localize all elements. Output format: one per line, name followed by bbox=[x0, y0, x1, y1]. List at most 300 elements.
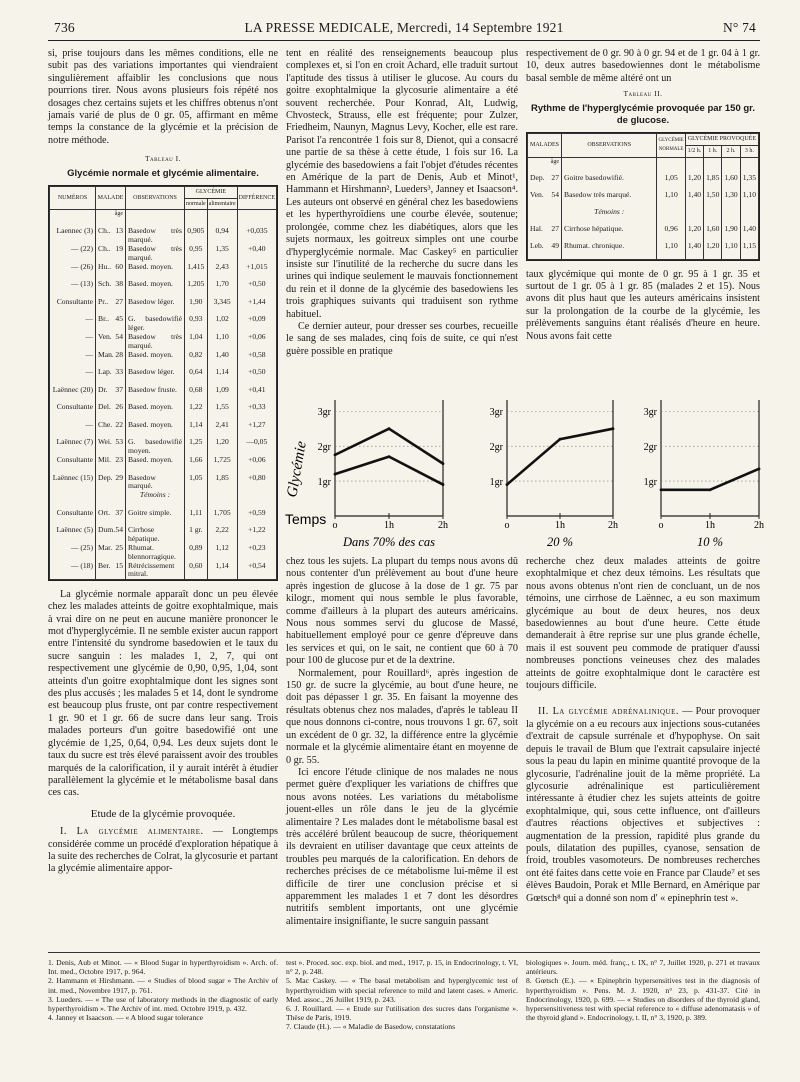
t1-malade-age: 23 bbox=[115, 455, 123, 465]
t2-malade-name: Ven. bbox=[530, 190, 544, 200]
t1-malade-age: 22 bbox=[115, 419, 123, 429]
t1-observation: Basedow fruste. bbox=[126, 386, 185, 404]
t1-alimentaire: 1,725 bbox=[207, 456, 237, 474]
t1-malade-age: 27 bbox=[115, 296, 123, 306]
t2-value: 1,20 bbox=[685, 225, 703, 242]
t1-malade-name: Ort. bbox=[98, 507, 111, 517]
t2-col-3h: 3 h. bbox=[740, 146, 758, 158]
y-tick-label: 1gr bbox=[317, 477, 331, 489]
t2-observation: Goitre basedowifié. bbox=[562, 174, 657, 191]
t1-numero: — (18) bbox=[50, 562, 96, 580]
t1-normale: 1,11 bbox=[184, 509, 207, 527]
t1-alimentaire: 1,14 bbox=[207, 562, 237, 580]
table-row bbox=[50, 315, 277, 333]
table-row bbox=[50, 474, 277, 492]
t1-malade bbox=[96, 368, 126, 386]
t1-col-difference: DIFFÉRENCE bbox=[237, 187, 276, 210]
t1-malade-age: 29 bbox=[115, 472, 123, 482]
t1-malade-age: 53 bbox=[115, 437, 123, 447]
t1-cell bbox=[50, 210, 96, 228]
t1-observation: Based. moyen. bbox=[126, 456, 185, 474]
t1-normale: 1,205 bbox=[184, 280, 207, 298]
section-label-alimentaire: I. La glycémie alimentaire. bbox=[60, 826, 204, 838]
t1-malade bbox=[96, 403, 126, 421]
t1-observation: Basedow marqué. bbox=[126, 474, 185, 492]
lower-col3-section bbox=[526, 706, 760, 905]
t1-numero: — bbox=[50, 333, 96, 351]
data-point bbox=[442, 462, 445, 465]
t2-col-1h: 1 h. bbox=[704, 146, 722, 158]
data-point bbox=[388, 455, 391, 458]
t1-difference: +0,80 bbox=[237, 474, 276, 492]
t1-numero: Laënnec (15) bbox=[50, 474, 96, 492]
y-tick-label: 3gr bbox=[317, 407, 331, 419]
t1-cell bbox=[237, 210, 276, 228]
t1-malade bbox=[96, 386, 126, 404]
newspaper-title: LA PRESSE MEDICALE, Mercredi, 14 Septembre 1921 bbox=[244, 20, 564, 35]
t1-observation: Based. moyen. bbox=[126, 351, 185, 369]
t1-numero: Laënnec (5) bbox=[50, 526, 96, 544]
col1-intro: si, prise toujours dans les mêmes conditions, elle ne subit pas des variations importantes qui viendraient singulièrement affaiblir les conclusions que nous pourrions tirer. Nous avons plusieurs fois répété nos dosages chez certains sujets et les chiffres obtenus n'ont jamais varié de plus de 0 gr. 05, affirmant en même temps la constance de la glycémie et la précision de notre méthode. bbox=[48, 48, 278, 146]
t1-difference: +0,06 bbox=[237, 333, 276, 351]
t1-malade bbox=[96, 421, 126, 439]
t1-malade bbox=[96, 227, 126, 245]
table-row bbox=[50, 298, 277, 316]
table-row bbox=[50, 421, 277, 439]
table-row bbox=[50, 333, 277, 351]
page-number: 736 bbox=[54, 20, 75, 35]
lower-col3b: — Pour provoquer la glycémie on a eu recours aux injections sous-cutanées d'extrait de capsule surrénale et d'hypophyse. On sait depuis le travail de Blum que l'extrait capsulaire injecté sous la peau du lapin en minime quantité provoque de la glycosurie, l'adrénaline jouit de la même propriété. La glycosurie adrénalinique est particulièrement intéressante à étudier chez les sujets atteints de goitre exophtalmique, qui, sous cette influence, ont d'ailleurs d'autres réactions objectives et subjectives : augmentation de la pression, rapidité plus grande du pouls, dilatation des pupilles, cyanose, sensation de froid, troubles vasomoteurs. De nombreuses recherches ont été faites dans cette voie en France par Claude⁷ et ses élèves Baudoin, Porak et Mlle Bernard, en Amérique par Gœtsch⁸ qui a donné son nom d' « epinephrin test ». bbox=[526, 706, 760, 904]
t2-cell bbox=[657, 208, 685, 225]
footnote: 5. Mac Caskey. — « The basal metabolism and hyperglycemic test of hyperthyroidism with special reference to mild and latent cases. » Americ. Med. assoc., 26 Juillet 1919, p. 243. bbox=[286, 976, 518, 1004]
t1-numero: — bbox=[50, 368, 96, 386]
t1-difference: —0,05 bbox=[237, 438, 276, 456]
t2-observation: Basedow très marqué. bbox=[562, 191, 657, 208]
t1-observation: Based. moyen. bbox=[126, 263, 185, 281]
graph-caption: Dans 70% des cas bbox=[342, 535, 436, 549]
t1-difference: +0,23 bbox=[237, 544, 276, 562]
table-row bbox=[50, 263, 277, 281]
x-tick-label: 1h bbox=[555, 520, 565, 531]
t1-numero: Laennec (3) bbox=[50, 227, 96, 245]
t1-alimentaire: 2,22 bbox=[207, 526, 237, 544]
t1-numero: — bbox=[50, 315, 96, 333]
footnote: 4. Janney et Isaacson. — « A blood sugar tolerance bbox=[48, 1013, 203, 1023]
data-point bbox=[506, 483, 509, 486]
t1-malade-name: Mar. bbox=[98, 543, 113, 553]
series-line bbox=[661, 469, 759, 490]
table-row bbox=[50, 544, 277, 562]
t1-malade-age: 38 bbox=[115, 279, 123, 289]
t1-observation: Basedow très marqué. bbox=[126, 245, 185, 263]
footnote: 6. J. Rouillard. — « Etude sur l'utilisation des sucres dans l'organisme ». Thèse de Paris, 1919. bbox=[286, 1004, 518, 1023]
t2-value: 1,90 bbox=[722, 225, 740, 242]
t1-observation: Based. moyen. bbox=[126, 280, 185, 298]
y-axis-label: Glycémie bbox=[284, 440, 310, 499]
t1-normale: 1,415 bbox=[184, 263, 207, 281]
x-tick-label: 1h bbox=[705, 520, 715, 531]
t1-normale: 0,60 bbox=[184, 562, 207, 580]
t1-observation: G. basedowifié léger. bbox=[126, 315, 185, 333]
y-tick-label: 1gr bbox=[643, 477, 657, 489]
t1-malade-name: Hu.. bbox=[98, 261, 112, 271]
col3-text: respectivement de 0 gr. 90 à 0 gr. 94 et de 1 gr. 04 à 1 gr. 10, deux autres basedowiennes dont le métabolisme basal semble de même altéré ont un bbox=[526, 48, 760, 84]
t2-cell bbox=[740, 157, 758, 174]
t2-value: 1,10 bbox=[740, 191, 758, 208]
t1-alimentaire: 1,85 bbox=[207, 474, 237, 492]
t1-cell bbox=[184, 491, 207, 509]
t1-malade bbox=[96, 298, 126, 316]
x-tick-label: o bbox=[332, 520, 338, 531]
t2-value: 1,15 bbox=[740, 242, 758, 259]
t1-normale: 1,04 bbox=[184, 333, 207, 351]
column-3-upper bbox=[526, 48, 760, 343]
table-row bbox=[50, 526, 277, 544]
t2-malade-age: 27 bbox=[551, 173, 559, 183]
t2-malade-age: 27 bbox=[551, 224, 559, 234]
t1-normale: 0,64 bbox=[184, 368, 207, 386]
t1-numero: Consultante bbox=[50, 403, 96, 421]
x-axis-label: Temps bbox=[285, 511, 327, 527]
t2-col-half-hour: 1/2 h. bbox=[685, 146, 703, 158]
t1-observation: Basedow très marqué. bbox=[126, 333, 185, 351]
section-start-text: — Longtemps considérée comme un procédé d'exploration hépatique à la suite des recherches de Colrat, la glycosurie et partant la glycémie alimentaire appor- bbox=[48, 826, 279, 875]
t2-value: 1,50 bbox=[704, 191, 722, 208]
data-point bbox=[559, 438, 562, 441]
table-row bbox=[528, 225, 759, 242]
y-tick-label: 1gr bbox=[489, 477, 503, 489]
t2-malade-name: Leb. bbox=[530, 241, 544, 251]
header-rule bbox=[48, 40, 760, 41]
t2-value: 1,30 bbox=[722, 191, 740, 208]
x-tick-label: 2h bbox=[608, 520, 618, 531]
t1-difference: +0,06 bbox=[237, 456, 276, 474]
x-tick-label: 2h bbox=[438, 520, 448, 531]
t1-alimentaire: 1,12 bbox=[207, 544, 237, 562]
t1-malade-name: Mil. bbox=[98, 455, 111, 465]
t2-malade bbox=[528, 174, 562, 191]
series-line bbox=[335, 429, 443, 464]
t1-difference: +1,44 bbox=[237, 298, 276, 316]
t2-value: 0,96 bbox=[657, 225, 685, 242]
table1-title: Glycémie normale et glycémie alimentaire. bbox=[67, 167, 259, 179]
t1-malade bbox=[96, 509, 126, 527]
t1-malade-name: Pr.. bbox=[98, 296, 109, 306]
t1-malade-name: Dep. bbox=[98, 472, 113, 482]
t1-numero: — (25) bbox=[50, 544, 96, 562]
column-1 bbox=[48, 48, 278, 876]
t1-alimentaire: 0,94 bbox=[207, 227, 237, 245]
t1-col-numeros: NUMÉROS bbox=[50, 187, 96, 210]
t1-malade-name: Ch.. bbox=[98, 243, 111, 253]
t1-col-alimentaire: alimentaire bbox=[207, 198, 237, 210]
t1-numero: Laënnec (20) bbox=[50, 386, 96, 404]
data-point bbox=[758, 467, 761, 470]
footnote: 8. Gœtsch (E.). — « Epinephrin hypersensitives test in the diagnosis of hyperthyroidism ». Pens. M. J. 1920, n° 23, p. 431-37. Cité in Endocrinology, 1920, p. 699. — « Studies on disorders of the thyroid gland, hypersensitiveness test with special reference to « diffuse adenomatasis » of the thyroid gland ». Endocrinology, t. II, n° 3, 1920, p. 389. bbox=[526, 976, 760, 1023]
t1-numero: Consultante bbox=[50, 298, 96, 316]
t1-difference: +0,54 bbox=[237, 562, 276, 580]
t1-observation: Rhumat. blennorragique. bbox=[126, 544, 185, 562]
t1-alimentaire: 1,09 bbox=[207, 386, 237, 404]
t1-malade-age: 60 bbox=[115, 261, 123, 271]
t2-cell bbox=[740, 208, 758, 225]
t1-malade-age: 26 bbox=[115, 402, 123, 412]
t1-alimentaire: 1,02 bbox=[207, 315, 237, 333]
t2-value: 1,10 bbox=[657, 191, 685, 208]
t2-col-glycemie-normale: GLYCÉMIE NORMALE bbox=[657, 134, 685, 157]
t1-malade-name: Ch.. bbox=[98, 226, 111, 236]
table-row bbox=[50, 386, 277, 404]
t1-malade-age: 13 bbox=[115, 226, 123, 236]
t1-normale: 1,66 bbox=[184, 456, 207, 474]
t1-observation: Rétrécissement mitral. bbox=[126, 562, 185, 580]
data-point bbox=[709, 488, 712, 491]
t1-malade-name: Br.. bbox=[98, 314, 109, 324]
t1-malade bbox=[96, 526, 126, 544]
t1-cell bbox=[207, 491, 237, 509]
t1-malade-age: 54 bbox=[115, 525, 123, 535]
t2-cell bbox=[704, 208, 722, 225]
graph-caption: 10 % bbox=[696, 535, 724, 549]
t2-malade-name: Hal. bbox=[530, 224, 543, 234]
t2-temoins-label: Témoins : bbox=[562, 208, 657, 225]
t1-difference: +0,09 bbox=[237, 315, 276, 333]
footnote-rule bbox=[48, 952, 760, 953]
t1-normale: 0,68 bbox=[184, 386, 207, 404]
t1-numero: — (26) bbox=[50, 263, 96, 281]
t1-malade-name: Dr. bbox=[98, 384, 108, 394]
t1-alimentaire: 1,40 bbox=[207, 351, 237, 369]
t1-malade-age: 15 bbox=[115, 560, 123, 570]
footnotes-col3 bbox=[526, 958, 760, 1022]
t2-age-label: âge bbox=[528, 157, 562, 174]
table-row bbox=[50, 351, 277, 369]
t2-malade bbox=[528, 242, 562, 259]
data-point bbox=[334, 453, 337, 456]
t1-age-row bbox=[50, 210, 277, 228]
page-header bbox=[48, 18, 760, 40]
t1-difference: +0,59 bbox=[237, 509, 276, 527]
y-tick-label: 3gr bbox=[643, 407, 657, 419]
graph-caption: 20 % bbox=[546, 535, 574, 549]
series-line bbox=[335, 457, 443, 485]
t1-normale: 1 gr. bbox=[184, 526, 207, 544]
table2-title: Rythme de l'hyperglycémie provoquée par 150 gr. de glucose. bbox=[530, 102, 755, 127]
t2-value: 1,60 bbox=[704, 225, 722, 242]
t1-col-malade: MALADE bbox=[96, 187, 126, 210]
t2-age-row bbox=[528, 157, 759, 174]
data-point bbox=[612, 427, 615, 430]
t2-value: 1,10 bbox=[657, 242, 685, 259]
table2-label: Tableau II. bbox=[623, 89, 663, 99]
t1-malade bbox=[96, 562, 126, 580]
t2-temoins-row bbox=[528, 208, 759, 225]
t1-malade-name: Ven. bbox=[98, 331, 112, 341]
x-tick-label: 2h bbox=[754, 520, 764, 531]
t1-malade bbox=[96, 315, 126, 333]
t1-malade-name: Ber. bbox=[98, 560, 111, 570]
t1-malade-age: 37 bbox=[115, 384, 123, 394]
t2-value: 1,35 bbox=[740, 174, 758, 191]
col3-text2: taux glycémique qui monte de 0 gr. 95 à 1 gr. 35 et surtout de 1 gr. 05 à 1 gr. 85 (malades 2 et 15). Nous avons dit plus haut que les auteurs américains insistent sur la prolongation de la courbe de la glycémie, les prélèvements sanguins étant réalisés d'heure en heure. Nous avons fait cette bbox=[526, 268, 760, 342]
t2-cell bbox=[722, 208, 740, 225]
footnote: test ». Proced. soc. exp. biol. and med., 1917, p. 15, in Endocrinology, t. VI, n° 2, p. 248. bbox=[286, 958, 518, 977]
t2-value: 1,20 bbox=[685, 174, 703, 191]
t1-alimentaire: 1,10 bbox=[207, 333, 237, 351]
data-point bbox=[334, 473, 337, 476]
t2-malade-age: 54 bbox=[551, 190, 559, 200]
t1-temoins-row bbox=[50, 491, 277, 509]
t1-difference: +1,015 bbox=[237, 263, 276, 281]
table-row bbox=[50, 280, 277, 298]
t1-observation: Based. moyen. bbox=[126, 403, 185, 421]
t2-col-glycemie-provoquee: GLYCÉMIE PROVOQUÉE bbox=[685, 134, 758, 146]
table-row bbox=[50, 245, 277, 263]
column-3-lower bbox=[526, 556, 760, 905]
t1-malade-age: 54 bbox=[115, 331, 123, 341]
t1-col-normale: normale bbox=[184, 198, 207, 210]
data-point bbox=[442, 483, 445, 486]
section-heading: Etude de la glycémie provoquée. bbox=[90, 807, 236, 820]
t1-difference: +0,40 bbox=[237, 245, 276, 263]
y-tick-label: 3gr bbox=[489, 407, 503, 419]
t1-alimentaire: 1,70 bbox=[207, 280, 237, 298]
t2-observation: Rhumat. chronique. bbox=[562, 242, 657, 259]
t1-malade-name: Lap. bbox=[98, 367, 112, 377]
t1-numero: — bbox=[50, 421, 96, 439]
t1-alimentaire: 3,345 bbox=[207, 298, 237, 316]
table-row bbox=[528, 242, 759, 259]
t1-normale: 1,90 bbox=[184, 298, 207, 316]
t1-malade-name: Del. bbox=[98, 402, 111, 412]
t2-malade bbox=[528, 225, 562, 242]
t1-malade-name: Man. bbox=[98, 349, 114, 359]
table-row bbox=[50, 227, 277, 245]
t1-malade-name: Che. bbox=[98, 419, 113, 429]
t1-malade bbox=[96, 263, 126, 281]
t2-cell bbox=[722, 157, 740, 174]
footnote: 7. Claude (H.). — « Maladie de Basedow, constatations bbox=[286, 1022, 456, 1032]
col2-text2: Ce dernier auteur, pour dresser ses courbes, recueille le sang de ses malades, cinq fois de suite, ce qui n'est guère possible en pratique bbox=[286, 320, 518, 357]
t1-cell bbox=[207, 210, 237, 228]
t1-normale: 0,95 bbox=[184, 245, 207, 263]
t1-malade bbox=[96, 438, 126, 456]
lower-col2: chez tous les sujets. La plupart du temps nous avons dû nous contenter d'un prélèvement au bout d'une heure après ingestion de glucose à la dose de 1 gr. 75 par kilogr., moment qui nous semble le plus favorable, comme d'ailleurs à la plupart des auteurs américains. Nous nous sommes servi du glucose de Massé, habituellement employé pour ce genre d'épreuve dans les services et qui, on le sait, ne contient que 60 à 70 pour 100 de glucose pur et de la dextrine. bbox=[286, 556, 518, 667]
t1-malade bbox=[96, 544, 126, 562]
t2-value: 1,60 bbox=[722, 174, 740, 191]
t2-value: 1,05 bbox=[657, 174, 685, 191]
t1-malade-age: 25 bbox=[115, 543, 123, 553]
t1-difference: +0,035 bbox=[237, 227, 276, 245]
footnote: 3. Lueders. — « The use of laboratory methods in the diagnostic of early hyperthyroidism ». The Archiv of int. med. Octobre 1919, p. 432. bbox=[48, 994, 278, 1014]
t1-malade bbox=[96, 474, 126, 492]
t1-observation: Based. moyen. bbox=[126, 421, 185, 439]
t1-difference: +1,27 bbox=[237, 421, 276, 439]
t1-observation: Basedow très marqué. bbox=[126, 227, 185, 245]
t1-numero: Consultante bbox=[50, 456, 96, 474]
x-tick-label: o bbox=[658, 520, 664, 531]
t2-cell bbox=[562, 157, 657, 174]
t1-cell bbox=[50, 491, 96, 509]
t1-alimentaire: 1,705 bbox=[207, 509, 237, 527]
lower-col3: recherche chez deux malades atteints de goitre exophtalmique et chez deux témoins. Les résultats que nous avons obtenus n'ont rien de concluant, un de nos témoins, une cirrhose de Laënnec, a eu son maximum glycémique au bout de deux heures, nos deux basedowiennes au bout d'une heure. Cette étude demanderait à être reprise sur une plus grande échelle, mais il est souvent peu commode de pratiquer d'aussi nombreuses ponctions veineuses chez des malades atteints de goitre exophtalmique dont le caractère est toujours difficile. bbox=[526, 556, 760, 692]
t1-normale: 0,89 bbox=[184, 544, 207, 562]
t1-alimentaire: 1,55 bbox=[207, 403, 237, 421]
column-2-upper bbox=[286, 48, 518, 358]
table1 bbox=[48, 185, 278, 581]
t2-value: 1,40 bbox=[685, 242, 703, 259]
t2-malade bbox=[528, 191, 562, 208]
t1-alimentaire: 1,35 bbox=[207, 245, 237, 263]
t2-value: 1,40 bbox=[740, 225, 758, 242]
table-row bbox=[50, 562, 277, 580]
t2-observation: Cirrhose hépatique. bbox=[562, 225, 657, 242]
t2-value: 1,10 bbox=[722, 242, 740, 259]
table-row bbox=[50, 438, 277, 456]
lower-col2c: Ici encore l'étude clinique de nos malades ne nous permet guère d'expliquer les variations de chiffres que nous avons notées. Les variations du métabolisme jouent-elles un rôle dans le jeu de la glycémie alimentaire ? Les malades dont le métabolisme basal est très accéléré brûlent beaucoup de sucre, théoriquement ils devraient en utiliser davantage que ceux atteints de troubles peu marqués de la calorification. En dehors de recherches précises de ce métabolisme lui-même il est difficile de tirer une conclusion précise et si apparemment les malades 1 et 7 dont les désordres nutritifs semblent importants, ont une glycémie alimentaire insignifiante, le sucre sanguin passant bbox=[286, 766, 518, 927]
issue-number: N° 74 bbox=[722, 20, 756, 35]
t1-difference: +0,50 bbox=[237, 280, 276, 298]
footnote: 1. Denis, Aub et Minot. — « Blood Sugar in hyperthyroidism ». Arch. of. Int. med., Octobre 1917, p. 964. bbox=[48, 958, 278, 977]
t2-cell bbox=[704, 157, 722, 174]
t1-cell bbox=[237, 491, 276, 509]
t1-alimentaire: 1,20 bbox=[207, 438, 237, 456]
table-row bbox=[50, 509, 277, 527]
t1-malade-age: 45 bbox=[115, 314, 123, 324]
t1-malade-age: 28 bbox=[115, 349, 123, 359]
table-row bbox=[50, 456, 277, 474]
col1-after-table: La glycémie normale apparaît donc un peu élevée chez les malades atteints de goitre exophtalmique, mais à vrai dire on ne peut en aucune manière prononcer le mot d'hyperglycémie. Il ne semble exister aucun rapport entre l'intensité du syndrome basedowien et le taux du sucre sanguin : les malades 1, 2, 7, qui ont respectivement une glycémie de 0,90, 0,95, 1,04, sont atteints d'un goitre exophtalmique dont les signes sont des plus accusés ; les malades 5 et 14, dont le syndrome est beaucoup plus fruste, ont par contre respectivement 1 gr. 90 et 1 gr. 66 de sucre dans leur sang. Trois malades porteurs d'un goitre basedowifié ont une glycémie de 1,25, 0,64, 0,94. Les deux sujets dont le taux du sucre est très élevé paraissent avoir des troubles marqués de la calorification, il y aurait intérêt à étudier parallèlement la glycémie et le métabolisme basal dans ces cas. bbox=[48, 588, 278, 799]
footnote: 2. Hammann et Hirshmann. — « Studies of blood sugar » The Archiv of int. med., Novembre 1917, p. 761. bbox=[48, 976, 278, 995]
t2-value: 1,20 bbox=[704, 242, 722, 259]
data-point bbox=[660, 488, 663, 491]
t1-malade-age: 33 bbox=[115, 367, 123, 377]
t1-numero: Laënnec (7) bbox=[50, 438, 96, 456]
section-label-adrenalinique: II. La glycémie adrénalinique. bbox=[538, 706, 679, 718]
t1-observation: Goitre simple. bbox=[126, 509, 185, 527]
series-line bbox=[507, 429, 613, 485]
t2-col-2h: 2 h. bbox=[722, 146, 740, 158]
t1-cell bbox=[126, 210, 185, 228]
t1-col-observations: OBSERVATIONS bbox=[126, 187, 185, 210]
x-tick-label: 1h bbox=[384, 520, 394, 531]
table-row bbox=[528, 191, 759, 208]
t2-value: 1,40 bbox=[685, 191, 703, 208]
t1-normale: 0,905 bbox=[184, 227, 207, 245]
table1-label: Tableau I. bbox=[144, 154, 182, 164]
t1-alimentaire: 2,41 bbox=[207, 421, 237, 439]
table-row bbox=[528, 174, 759, 191]
t1-observation: Basedow léger. bbox=[126, 298, 185, 316]
footnote: biologiques ». Journ. méd. franç., t. IX, n° 7, Juillet 1920, p. 271 et travaux antérieurs. bbox=[526, 958, 760, 977]
t1-difference: +1,22 bbox=[237, 526, 276, 544]
t2-col-observations: OBSERVATIONS bbox=[562, 134, 657, 157]
t1-alimentaire: 1,14 bbox=[207, 368, 237, 386]
t1-normale: 1,14 bbox=[184, 421, 207, 439]
t1-malade-name: Sch. bbox=[98, 279, 112, 289]
t1-cell bbox=[96, 491, 126, 509]
t1-malade bbox=[96, 333, 126, 351]
t2-cell bbox=[657, 157, 685, 174]
t1-difference: +0,50 bbox=[237, 368, 276, 386]
t1-malade-age: 19 bbox=[115, 243, 123, 253]
t1-normale: 0,93 bbox=[184, 315, 207, 333]
y-tick-label: 2gr bbox=[489, 442, 503, 454]
t1-temoins-label: Témoins : bbox=[126, 491, 185, 509]
t2-malade-age: 49 bbox=[551, 241, 559, 251]
footnotes-col2 bbox=[286, 958, 518, 1032]
data-point bbox=[388, 427, 391, 430]
